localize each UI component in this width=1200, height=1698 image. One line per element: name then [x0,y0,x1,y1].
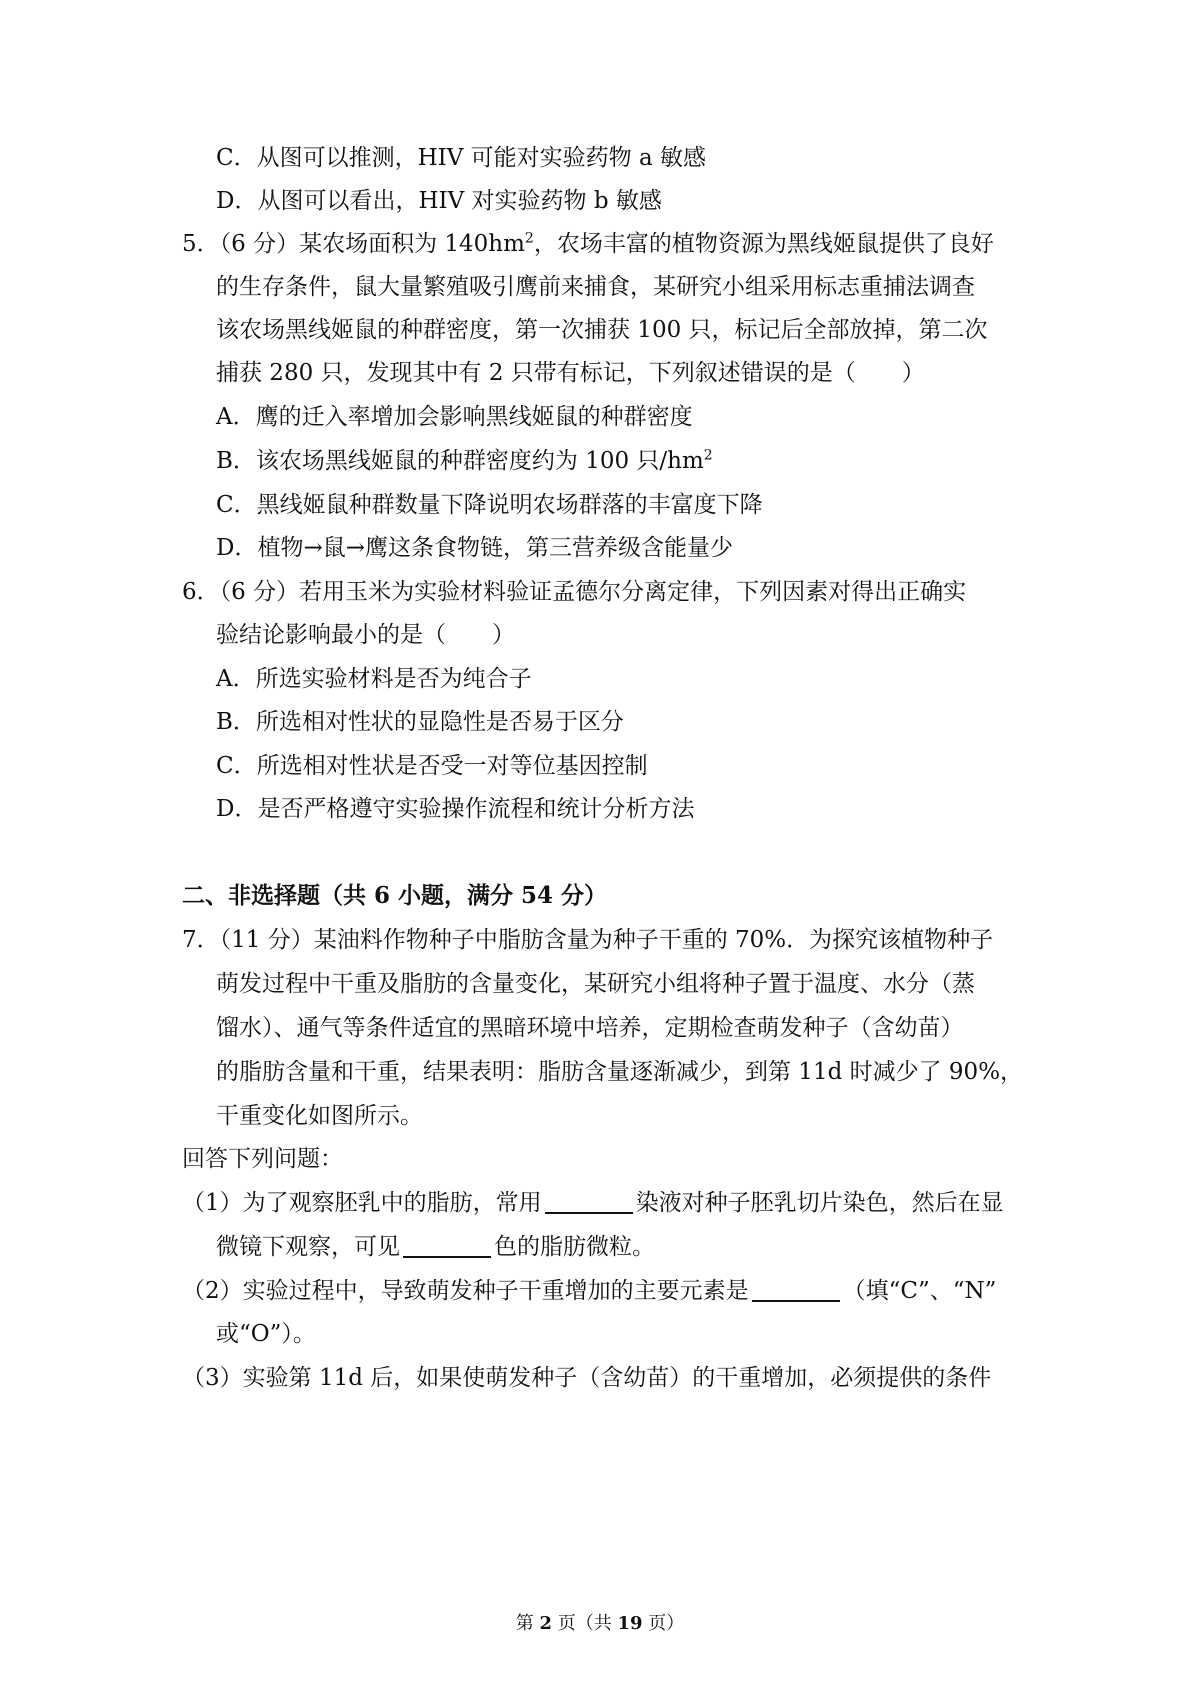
answer-blank [545,1190,633,1214]
option-5a: A．鹰的迁入率增加会影响黑线姬鼠的种群密度 [216,404,693,430]
sub-question-3: （3）实验第 11d 后，如果使萌发种子（含幼苗）的干重增加，必须提供的条件 [182,1365,992,1391]
superscript: 2 [703,447,713,464]
question-5-line-2: 的生存条件，鼠大量繁殖吸引鹰前来捕食，某研究小组采用标志重捕法调查 [216,274,975,300]
question-6-stem: 6．（6 分）若用玉米为实验材料验证孟德尔分离定律，下列因素对得出正确实 [182,579,967,605]
page-number: 2 [539,1613,552,1634]
question-5-stem: 5．（6 分）某农场面积为 $140hm^2$，农场丰富的植物资源为黑线姬鼠提供了良好 [182,230,994,257]
option-4d: D．从图可以看出，HIV 对实验药物 b 敏感 [216,188,662,214]
question-7-line-4: 的脂肪含量和干重，结果表明：脂肪含量逐渐减少，到第 11d 时减少了 90%， [216,1059,1024,1085]
option-6d: D．是否严格遵守实验操作流程和统计分析方法 [216,796,695,822]
option-5c: C．黑线姬鼠种群数量下降说明农场群落的丰富度下降 [216,492,763,518]
answer-blank [752,1278,840,1302]
question-7-line-2: 萌发过程中干重及脂肪的含量变化，某研究小组将种子置于温度、水分（蒸 [216,971,975,997]
question-7-stem: 7．（11 分）某油料作物种子中脂肪含量为种子干重的 70%．为探究该植物种子 [182,927,994,953]
option-6b: B．所选相对性状的显隐性是否易于区分 [216,709,624,735]
sub-question-1-line-2: 微镜下观察，可见 色的脂肪微粒。 [216,1234,655,1260]
question-7-line-3: 馏水）、通气等条件适宜的黑暗环境中培养，定期检查萌发种子（含幼苗） [216,1015,964,1041]
answer-instructions: 回答下列问题： [182,1146,343,1172]
superscript: 2 [524,230,534,247]
question-5-line-4: 捕获 280 只，发现其中有 2 只带有标记，下列叙述错误的是（ ） [216,360,925,386]
option-6c: C．所选相对性状是否受一对等位基因控制 [216,753,648,779]
option-5b: B．该农场黑线姬鼠的种群密度约为 100 只$/hm^2$ [216,447,713,474]
section-heading: 二、非选择题（共 6 小题，满分 54 分） [182,882,608,909]
sub-question-2-line-2: 或“O”）。 [216,1321,316,1347]
option-4c: C．从图可以推测，HIV 可能对实验药物 a 敏感 [216,145,706,171]
question-5-line-3: 该农场黑线姬鼠的种群密度，第一次捕获 100 只，标记后全部放掉，第二次 [216,317,988,343]
answer-blank [403,1234,491,1258]
sub-question-2: （2）实验过程中，导致萌发种子干重增加的主要元素是 （填“C”、“N” [182,1278,997,1304]
option-6a: A．所选实验材料是否为纯合子 [216,666,532,692]
page-footer: 第 2 页（共 19 页） [515,1613,685,1634]
question-6-line-2: 验结论影响最小的是（ ） [216,622,515,648]
question-7-line-5: 干重变化如图所示。 [216,1103,423,1129]
total-pages: 19 [617,1613,643,1634]
option-5d: D．植物→鼠→鹰这条食物链，第三营养级含能量少 [216,535,733,561]
sub-question-1: （1）为了观察胚乳中的脂肪，常用 染液对种子胚乳切片染色，然后在显 [182,1190,1004,1216]
